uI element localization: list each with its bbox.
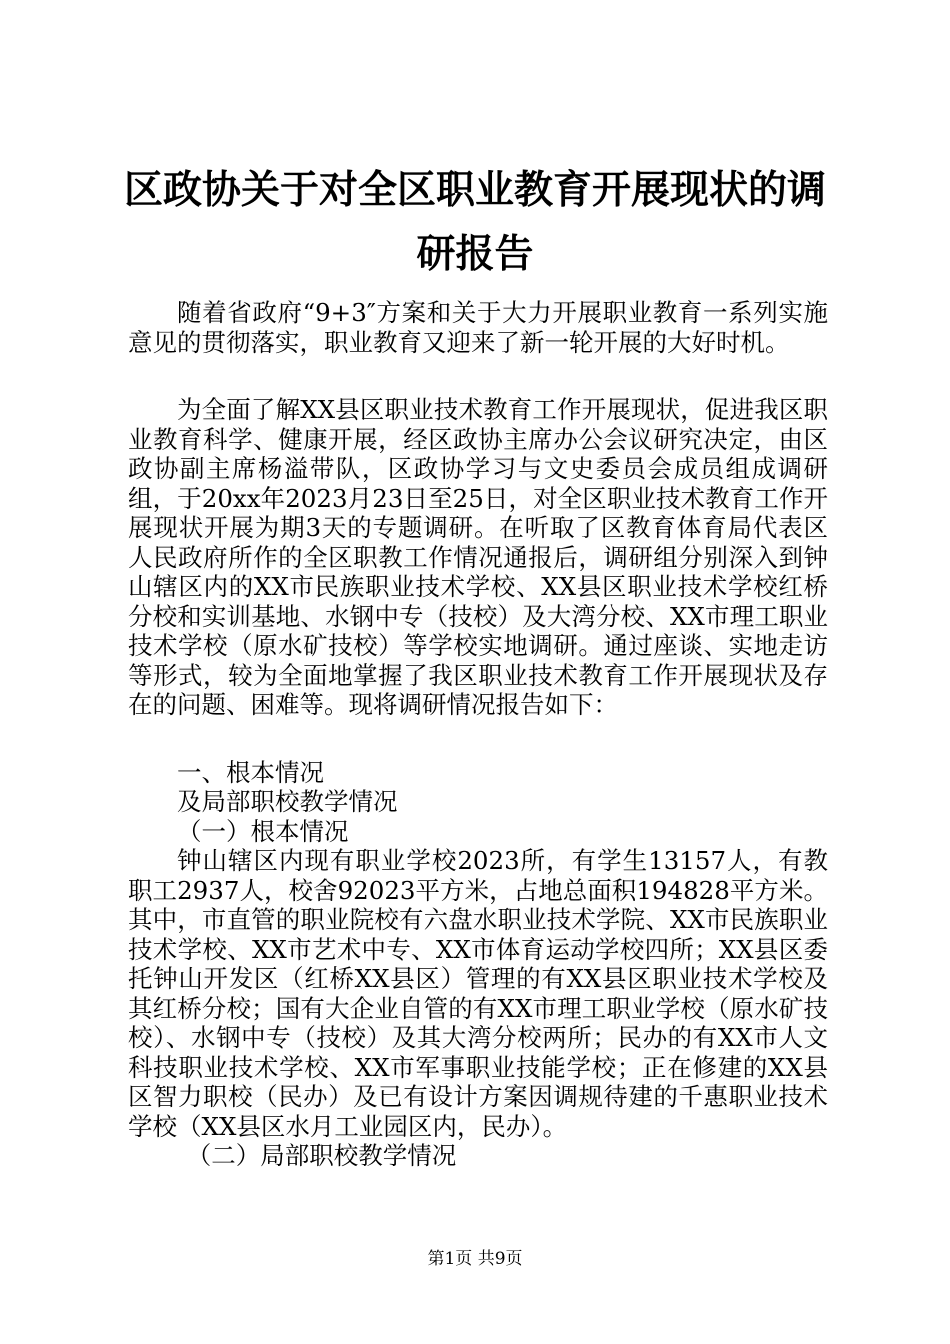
section-heading-1: 一、根本情况 [177, 757, 324, 787]
document-title: 区政协关于对全区职业教育开展现状的调研报告 [123, 167, 826, 277]
subsection-heading-2: （二）局部职校教学情况 [186, 1141, 457, 1170]
subsection-heading-1: （一）根本情况 [177, 816, 349, 846]
intro-paragraph: 随着省政府“9+3″方案和关于大力开展职业教育一系列实施意见的贯彻落实，职业教育又迎来了新一轮开展的大好时机。 [128, 298, 828, 357]
section-heading-1-continued: 及局部职校教学情况 [177, 787, 398, 816]
basic-situation-paragraph: 钟山辖区内现有职业学校2023所，有学生13157人，有教职工2937人，校舍92023平方米，占地总面积194828平方米。其中，市直管的职业院校有六盘水职业技术学院、XX市民族职业技术学校、XX市艺术中专、XX市体育运动学校四所；XX县区委托钟山开发区（红桥XX县区）管理的有XX县区职业技术学校及其红桥分校；国有大企业自管的有XX市理工职业学校（原水矿技校）、水钢中专（技校）及其大湾分校两所；民办的有XX市人文科技职业技术学校、XX市军事职业技能学校；正在修建的XX县区智力职校（民办）及已有设计方案因调规待建的千惠职业技术学校（XX县区水月工业园区内，民办）。 [128, 846, 828, 1141]
survey-paragraph: 为全面了解XX县区职业技术教育工作开展现状，促进我区职业教育科学、健康开展，经区政协主席办公会议研究决定，由区政协副主席杨溢带队，区政协学习与文史委员会成员组成调研组，于20xx年2023月23日至25日，对全区职业技术教育工作开展现状开展为期3天的专题调研。在听取了区教育体育局代表区人民政府所作的全区职教工作情况通报后，调研组分别深入到钟山辖区内的XX市民族职业技术学校、XX县区职业技术学校红桥分校和实训基地、水钢中专（技校）及大湾分校、XX市理工职业技术学校（原水矿技校）等学校实地调研。通过座谈、实地走访等形式，较为全面地掌握了我区职业技术教育工作开展现状及存在的问题、困难等。现将调研情况报告如下： [128, 395, 828, 719]
document-body [128, 298, 828, 1171]
page-footer: 第1页 共9页 [427, 1249, 523, 1269]
